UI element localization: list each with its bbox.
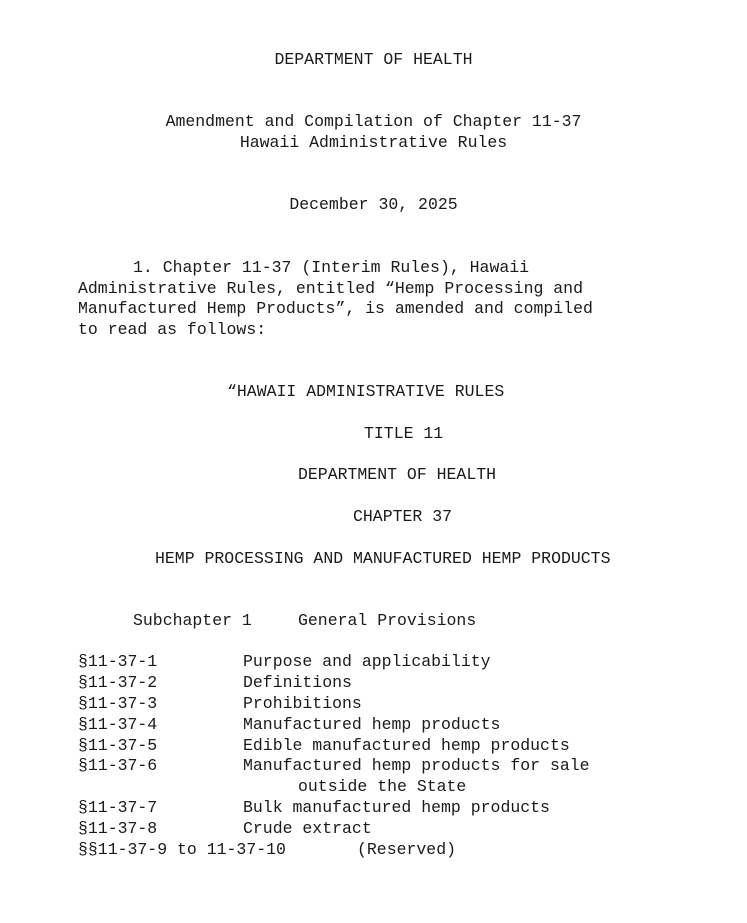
amendment-title-line2: Hawaii Administrative Rules: [239, 133, 508, 152]
toc-reserved-range: §§11-37-9 to 11-37-10: [78, 840, 286, 859]
toc-section-number: §11-37-5: [78, 736, 158, 755]
toc-row: [78, 694, 362, 715]
toc-row: [78, 736, 570, 757]
toc-section-title: Prohibitions: [243, 694, 362, 713]
amendment-title-line1: Amendment and Compilation of Chapter 11-37: [165, 112, 582, 131]
toc-section-title: Bulk manufactured hemp products: [243, 798, 550, 817]
intro-line2: Administrative Rules, entitled “Hemp Processing and: [78, 279, 583, 298]
subchapter-name: General Provisions: [298, 611, 477, 630]
toc-row: [78, 715, 501, 736]
chapter-name: HEMP PROCESSING AND MANUFACTURED HEMP PRODUCTS: [155, 549, 611, 568]
toc-section-number: §11-37-1: [78, 652, 158, 671]
intro-line3: Manufactured Hemp Products”, is amended and compiled: [78, 299, 593, 318]
title-number: TITLE 11: [364, 424, 444, 443]
toc-section-title-continuation: outside the State: [298, 777, 467, 796]
toc-section-title: Manufactured hemp products: [243, 715, 501, 734]
toc-row: [78, 798, 550, 819]
chapter-number: CHAPTER 37: [353, 507, 453, 526]
toc-section-title: Crude extract: [243, 819, 372, 838]
toc-row: [78, 673, 352, 694]
toc-section-title: Edible manufactured hemp products: [243, 736, 570, 755]
toc-section-number: §11-37-7: [78, 798, 158, 817]
toc-row: [78, 819, 372, 840]
toc-section-number: §11-37-8: [78, 819, 158, 838]
toc-section-number: §11-37-4: [78, 715, 158, 734]
toc-row: [78, 756, 590, 777]
subchapter-label: Subchapter 1: [133, 611, 252, 630]
toc-row-continuation: [78, 777, 467, 798]
toc-section-title: Purpose and applicability: [243, 652, 491, 671]
intro-line4: to read as follows:: [78, 320, 267, 339]
toc-section-title: Definitions: [243, 673, 352, 692]
toc-section-number: §11-37-3: [78, 694, 158, 713]
intro-line1: 1. Chapter 11-37 (Interim Rules), Hawaii: [133, 258, 530, 277]
department-heading: DEPARTMENT OF HEALTH: [274, 50, 473, 69]
toc-row-reserved: [78, 840, 457, 861]
toc-section-number: §11-37-2: [78, 673, 158, 692]
toc-reserved-label: (Reserved): [357, 840, 457, 859]
toc-section-title: Manufactured hemp products for sale: [243, 756, 590, 775]
rules-department: DEPARTMENT OF HEALTH: [298, 465, 497, 484]
document-date: December 30, 2025: [289, 195, 458, 214]
rules-title: “HAWAII ADMINISTRATIVE RULES: [227, 382, 505, 401]
toc-row: [78, 652, 491, 673]
toc-section-number: §11-37-6: [78, 756, 158, 775]
